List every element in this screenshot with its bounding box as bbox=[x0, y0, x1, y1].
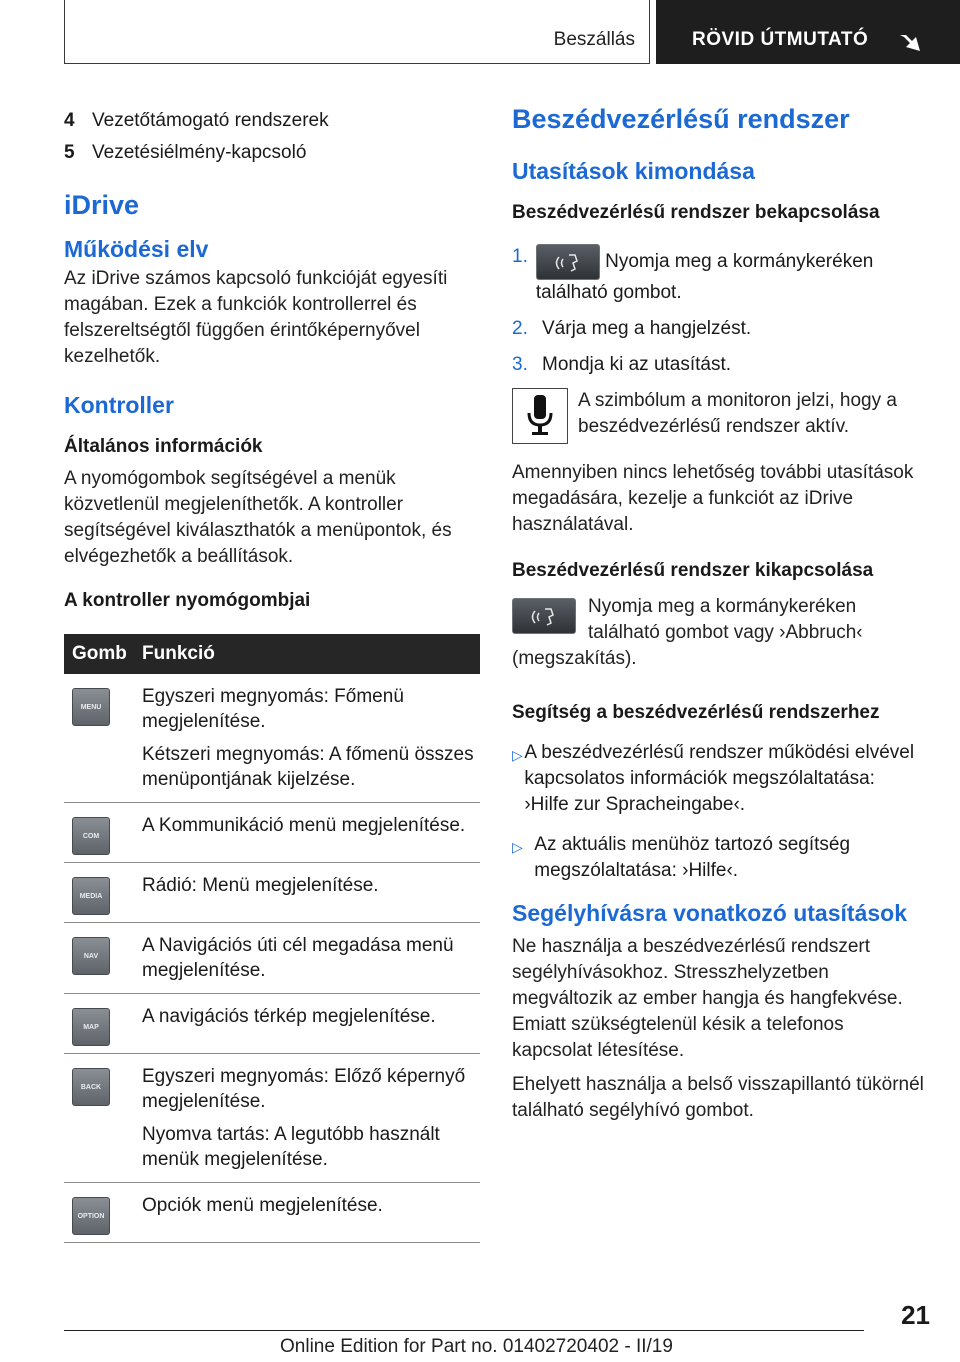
microphone-icon bbox=[512, 388, 568, 444]
emergency-text-1: Ne használja a beszédvezérlésű rendszert segélyhívásokhoz. Stresszhelyzetben megváltozik az ember hangja és hangfekvése. Emiatt szükségtelenül késik a telefonos kapcsolat létesítése. bbox=[512, 936, 903, 1061]
list-item: ▷ A beszédvezérlésű rendszer működési elvével kapcsolatos információk megszólaltatása: ›Hilfe zur Spracheingabe‹. bbox=[512, 740, 924, 818]
step-item: 1. Nyomja meg a kormánykeréken található gombot. bbox=[512, 246, 874, 303]
voice-button-icon bbox=[536, 244, 600, 280]
triangle-bullet-icon: ▷ bbox=[512, 839, 523, 855]
table-row: NAV A Navigációs úti cél megadása menü megjelenítése. bbox=[64, 923, 480, 994]
table-row: MAP A navigációs térkép megjelenítése. bbox=[64, 994, 480, 1054]
left-column bbox=[64, 108, 482, 1243]
edition-text: Online Edition for Part no. 01402720402 - II/19 bbox=[280, 1336, 673, 1357]
guide-title: RÖVID ÚTMUTATÓ bbox=[692, 29, 869, 50]
table-row: OPTION Opciók menü megjelenítése. bbox=[64, 1183, 480, 1243]
deactivate-paragraph bbox=[512, 594, 924, 672]
symbol-row bbox=[512, 388, 924, 444]
step-item: 3. Mondja ki az utasítást. bbox=[512, 354, 732, 375]
controller-heading: Kontroller bbox=[64, 392, 174, 418]
table-row: MEDIA Rádió: Menü megjelenítése. bbox=[64, 863, 480, 923]
step-item: 2. Várja meg a hangjelzést. bbox=[512, 318, 752, 339]
header-guide-box bbox=[656, 0, 960, 64]
header-section-box bbox=[64, 0, 650, 64]
voice-button-icon bbox=[512, 598, 576, 634]
general-text: A nyomógombok segítségével a menük közvetlenül megjeleníthetők. A kontroller segítségével kiválaszthatók a menüpontok, és elvégezhetők a beállítások. bbox=[64, 468, 452, 567]
activate-heading: Beszédvezérlésű rendszer bekapcsolása bbox=[512, 202, 880, 223]
nav-button-icon: NAV bbox=[72, 937, 110, 975]
section-title: Beszállás bbox=[553, 29, 635, 50]
emergency-heading: Segélyhívásra vonatkozó utasítások bbox=[512, 900, 907, 926]
footer-divider bbox=[64, 1330, 864, 1331]
list-item: 4 Vezetőtámogató rendszerek bbox=[64, 110, 329, 131]
voice-control-heading: Beszédvezérlésű rendszer bbox=[512, 104, 850, 134]
right-column bbox=[512, 102, 924, 1124]
help-heading: Segítség a beszédvezérlésű rendszerhez bbox=[512, 702, 880, 723]
general-heading: Általános információk bbox=[64, 436, 263, 457]
controller-buttons-table bbox=[64, 634, 480, 1243]
principle-heading: Működési elv bbox=[64, 236, 209, 262]
media-button-icon: MEDIA bbox=[72, 877, 110, 915]
emergency-text-2: Ehelyett használja a belső visszapillantó tükörnél található segélyhívó gombot. bbox=[512, 1074, 924, 1121]
com-button-icon: COM bbox=[72, 817, 110, 855]
menu-button-icon: MENU bbox=[72, 688, 110, 726]
symbol-text: A szimbólum a monitoron jelzi, hogy a beszédvezérlésű rendszer aktív. bbox=[578, 390, 897, 437]
table-header: Gomb Funkció bbox=[64, 634, 480, 674]
page-number: 21 bbox=[901, 1300, 930, 1330]
idrive-heading: iDrive bbox=[64, 190, 140, 220]
table-row: BACK Egyszeri megnyomás: Előző képernyő megjelenítése. Nyomva tartás: A legutóbb használt menük megjelenítése. bbox=[64, 1054, 480, 1183]
back-button-icon: BACK bbox=[72, 1068, 110, 1106]
quick-guide-icon bbox=[896, 27, 922, 53]
triangle-bullet-icon: ▷ bbox=[512, 747, 523, 763]
table-row: COM A Kommunikáció menü megjelenítése. bbox=[64, 803, 480, 863]
map-button-icon: MAP bbox=[72, 1008, 110, 1046]
no-more-text: Amennyiben nincs lehetőség további utasítások megadására, kezelje a funkciót az iDrive használatával. bbox=[512, 462, 914, 535]
table-row: MENU Egyszeri megnyomás: Főmenü megjelenítése. Kétszeri megnyomás: A főmenü összes menüpontjának kijelzése. bbox=[64, 674, 480, 803]
deactivate-text: Nyomja meg a kormánykeréken található gombot vagy ›Abbruch‹ (megszakítás). bbox=[512, 596, 863, 669]
list-item: 5 Vezetésiélmény-kapcsoló bbox=[64, 142, 307, 163]
option-button-icon: OPTION bbox=[72, 1197, 110, 1235]
principle-text: Az iDrive számos kapcsoló funkcióját egyesíti magában. Ezek a funkciók kontrollerrel és felszereltségtől függően érintőképernyővel kezelhetők. bbox=[64, 268, 448, 367]
deactivate-heading: Beszédvezérlésű rendszer kikapcsolása bbox=[512, 560, 874, 581]
commands-heading: Utasítások kimondása bbox=[512, 158, 755, 184]
list-item: ▷ Az aktuális menühöz tartozó segítség megszólaltatása: ›Hilfe‹. bbox=[512, 832, 924, 884]
buttons-heading: A kontroller nyomógombjai bbox=[64, 590, 311, 611]
